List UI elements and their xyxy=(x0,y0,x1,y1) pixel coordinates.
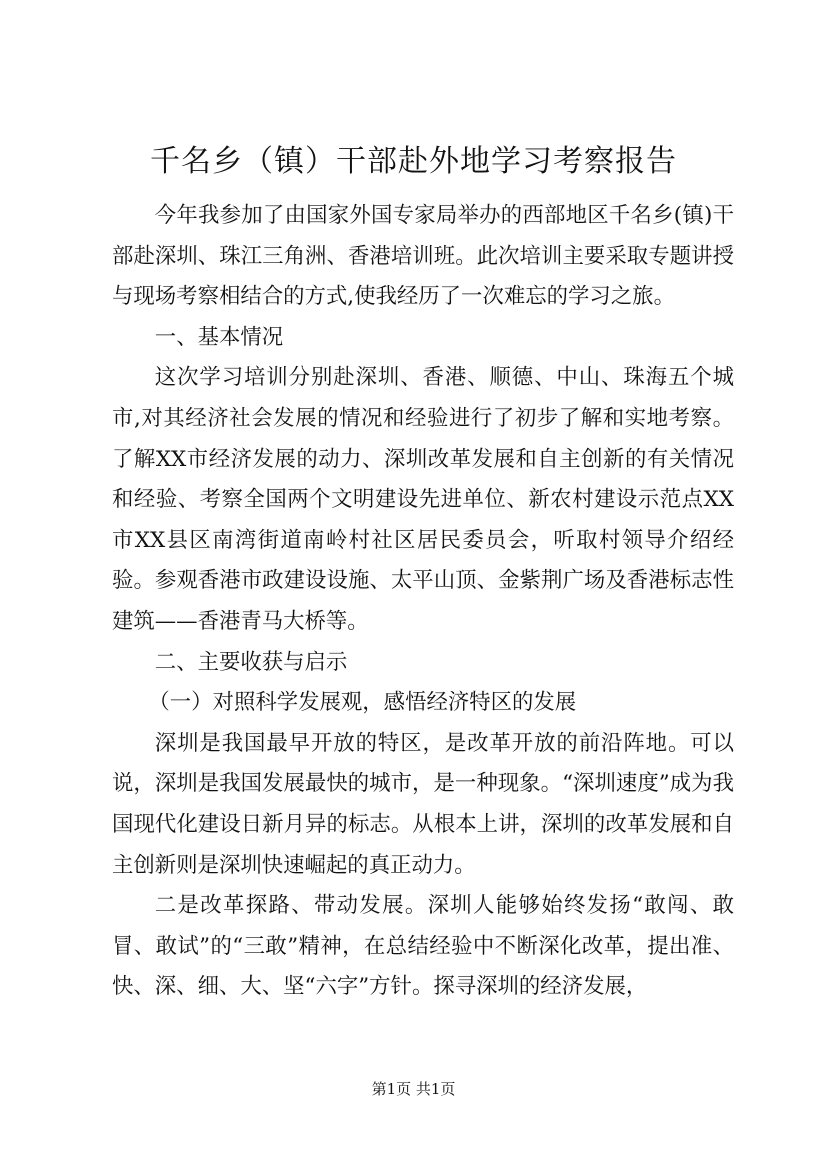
subsection-heading-scientific-development: （一）对照科学发展观，感悟经济特区的发展 xyxy=(148,690,577,716)
document-body xyxy=(112,196,734,1008)
section-heading-harvest: 二、主要收获与启示 xyxy=(154,649,348,675)
paragraph-shenzhen: 深圳是我国最早开放的特区，是改革开放的前沿阵地。可以说，深圳是我国发展最快的城市，是一种现象。“深圳速度”成为我国现代化建设日新月异的标志。从根本上讲，深圳的改革发展和自主创新则是深圳快速崛起的真正动力。 xyxy=(112,730,734,878)
section-heading-basic-situation: 一、基本情况 xyxy=(154,324,284,350)
paragraph-basic-situation: 这次学习培训分别赴深圳、香港、顺德、中山、珠海五个城市,对其经济社会发展的情况和经验进行了初步了解和实地考察。了解XX市经济发展的动力、深圳改革发展和自主创新的有关情况和经验、考察全国两个文明建设先进单位、新农村建设示范点XX市XX县区南湾街道南岭村社区居民委员会，听取村领导介绍经验。参观香港市政建设设施、太平山顶、金紫荆广场及香港标志性建筑——香港青马大桥等。 xyxy=(112,365,734,634)
document-title: 千名乡（镇）干部赴外地学习考察报告 xyxy=(150,144,677,179)
paragraph-reform: 二是改革探路、带动发展。深圳人能够始终发扬“敢闯、敢冒、敢试”的“三敢”精神，在总结经验中不断深化改革，提出准、快、深、细、大、坚“六字”方针。探寻深圳的经济发展， xyxy=(112,893,734,1000)
paragraph-intro: 今年我参加了由国家外国专家局举办的西部地区千名乡(镇)干部赴深圳、珠江三角洲、香港培训班。此次培训主要采取专题讲授与现场考察相结合的方式,使我经历了一次难忘的学习之旅。 xyxy=(112,203,734,310)
page-footer: 第1页 共1页 xyxy=(371,1080,456,1098)
